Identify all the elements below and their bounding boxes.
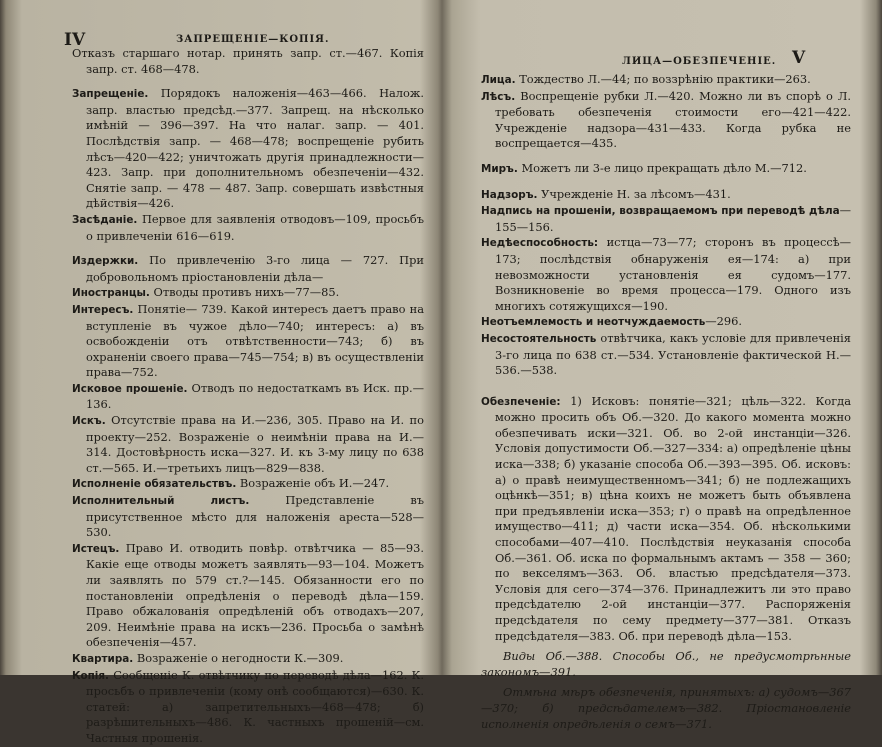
index-entry: Исковое прошеніе. Отводъ по недостаткамъ въ Иск. пр.—136. <box>72 380 425 412</box>
index-entry: Миръ. Можетъ ли 3-е лицо прекращать дѣло М.—712. <box>481 160 807 175</box>
index-entry: Отказъ старшаго нотар. принять запр. ст.—467. Копія запр. ст. 468—478. <box>72 46 424 76</box>
index-entry: Несостоятельность отвѣтчика, какъ условіе для привлеченія 3-го лица по 638 ст.—534. Установленіе фактической Н.—536.—538. <box>481 330 851 378</box>
index-entry: Иностранцы. Отводы противъ нихъ—77—85. <box>72 285 340 300</box>
index-entry: Надзоръ. Учрежденіе Н. за лѣсомъ—431. <box>481 186 731 201</box>
index-entry: Издержки. По привлеченію 3-го лица — 727. При добровольномъ пріостановленіи дѣла— <box>72 253 424 284</box>
index-entry: Копія. Сообщеніе К. отвѣтчику по переводѣ дѣла—162. К. просьбъ о привлеченіи (кому онѣ сообщаются)—630. К. статей: а) запретительныхъ—468—478; б) разрѣшительныхъ—486. К. частныхъ прошеній—см. Частныя прошенія. <box>72 667 425 745</box>
running-head: ЛИЦА—ОБЕЗПЕЧЕНІЕ. <box>622 56 777 67</box>
index-entry: Исполнительный листъ. Представленіе въ присутственное мѣсто для наложенія ареста—528—530. <box>72 493 425 540</box>
page-number: IV <box>64 30 86 50</box>
index-entry: Квартира. Возраженіе о негодности К.—309. <box>72 650 344 665</box>
index-entry: Истецъ. Право И. отводить повѣр. отвѣтчика — 85—93. Какіе еще отводы можетъ заявлять—93—104. Можетъ ли заявлять по 579 ст.?—145. Обязанности его по постановленіи опредѣленія о переводѣ дѣла—159. Право обжалованія опредѣленій объ отводахъ—207, 209. Неимѣніе права на искъ—236. Просьба о замѣнѣ обезпеченія—457. <box>72 540 425 650</box>
index-entries <box>72 46 424 747</box>
index-entry: Запрещеніе. Порядокъ наложенія—463—466. Налож. запр. властью предсѣд.—377. Запрещ. на нѣсколько имѣній — 396—397. На что налаг. запр. — 401. Послѣдствія запр. — 468—478; воспрещеніе рубить лѣсъ—420—422; уничтожать другія принадлежности—423. Запр. при дополнительномъ обезпеченіи—432. Снятіе запр. — 478 — 487. Запр. совершать извѣстныя дѣйствія—426. <box>72 86 424 211</box>
index-entry: Надпись на прошеніи, возвращаемомъ при переводѣ дѣла—155—156. <box>481 203 851 234</box>
index-entry: Искъ. Отсутствіе права на И.—236, 305. Право на И. по проекту—252. Возраженіе о неимѣніи права на И.—314. Достовѣрность иска—327. И. къ 3-му лицу по 638 ст.—565. И.—третьихъ лицъ—829—838. <box>72 413 424 475</box>
index-entry: Обезпеченіе: 1) Исковъ: понятіе—321; цѣль—322. Когда можно просить объ Об.—320. До какого момента можно обезпечивать иски—321. Об. во 2-ой инстанціи—326. Условія допустимости Об.—327—334: а) опредѣленіе цѣны иска—338; б) указаніе способа Об.—393—395. Об. исковъ: а) о правѣ неимущественномъ—341; б) не подлежащихъ оцѣнкѣ—351; в) цѣна коихъ не можетъ быть объявлена при предъявленіи иска—353; г) о правѣ на опредѣленное имущество—411; д) части иска—354. Об. нѣсколькими способами—407—410. Послѣдствія неуказанія способа Об.—361. Об. иска по формальнымъ актамъ — 358 — 360; по векселямъ—363. Об. властью предсѣдателя—373. Условія для сего—374—376. Принадлежитъ ли это право предсѣдателю 2-ой инстанціи—377. Распоряженія предсѣдателя по сему предмету—377—381. Отказъ предсѣдателя—383. Об. при переводѣ дѣла—153. <box>481 393 851 643</box>
left-page <box>0 0 440 745</box>
index-entry: Лѣсъ. Воспрещеніе рубки Л.—420. Можно ли въ спорѣ о Л. требовать обезпеченія стоимости его—421—422. Учрежденіе надзора—431—433. Когда рубка не воспрещается—435. <box>481 88 852 151</box>
page-number: V <box>792 48 806 68</box>
index-entry: Неотъемлемость и неотчуждаемость—296. <box>481 314 743 329</box>
index-subentry: Отмѣна мѣръ обезпеченія, принятыхъ: а) судомъ—367—370; б) предсѣдателемъ—382. Пріостановленіе исполненія опредѣленія о семъ—371. <box>481 685 851 731</box>
index-entries <box>481 72 851 732</box>
index-entry: Недѣеспособность: истца—73—77; сторонъ въ процессѣ—173; послѣдствія обнаруженія ея—174: а) при невозможности установленія ея судомъ—177. Возникновеніе во время процесса—179. Одного изъ многихъ сотяжущихся—190. <box>481 235 852 313</box>
index-entry: Интересъ. Понятіе— 739. Какой интересъ даетъ право на вступленіе въ чужое дѣло—740; интересъ: а) въ освобожденіи отъ отвѣтственности—743; б) въ охраненіи своего права—745—754; в) въ осуществленіи права—752. <box>72 301 424 380</box>
index-entry: Исполненіе обязательствъ. Возраженіе объ И.—247. <box>72 476 390 491</box>
index-entry: Лица. Тождество Л.—44; по воззрѣнію практики—263. <box>481 72 811 86</box>
right-page <box>442 0 882 731</box>
running-head: ЗАПРЕЩЕНІЕ—КОПІЯ. <box>176 34 330 45</box>
index-subentry: Виды Об.—388. Способы Об., не предусмотрѣнные закономъ—391. <box>481 649 851 679</box>
index-entry: Засѣданіе. Первое для заявленія отводовъ—109, просьбъ о привлеченіи 616—619. <box>72 211 424 243</box>
